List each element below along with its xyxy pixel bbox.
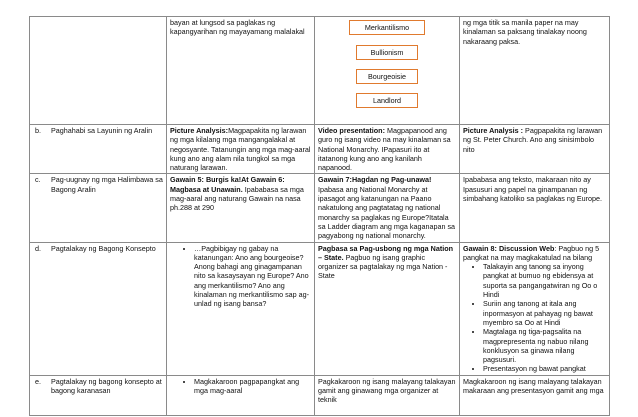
- day2-cell: [315, 375, 460, 415]
- table-row: [30, 242, 610, 375]
- cell-text: Ipababasa sa mga mag-aaral ang naturang Gawain na nasa ph.288 at 290: [170, 184, 304, 213]
- activity-title: Picture Analysis:: [170, 126, 229, 135]
- procedure-cell: [30, 17, 167, 125]
- cell-text: Magpapakita ng larawan ng mga kilalang mga mangangalakal at negosyante. Tatanungin ang mga mag-aaral kung ano ang alam nila tungkol sa mga naturang larawan.: [170, 126, 311, 173]
- day1-cell: [167, 174, 315, 242]
- day1-cell: [167, 125, 315, 174]
- procedure-cell: [30, 375, 167, 415]
- procedure-cell: [30, 174, 167, 242]
- item-letter: b.: [35, 126, 41, 135]
- table-row: [30, 125, 610, 174]
- bullet-item: • Magtalaga ng tiga-pagsalita na magprepresenta ng nabuo nilang konklusyon sa ginawa nilang pagsusuri.: [483, 327, 606, 364]
- concept-box-bourgeoisie: Bourgeoisie: [356, 69, 418, 84]
- activity-title: Pagbasa sa Pag-usbong ng mga Nation – State.: [318, 243, 453, 262]
- item-letter: c.: [35, 175, 41, 185]
- day1-cell: [167, 375, 315, 415]
- concept-boxes: [318, 18, 456, 117]
- bullet-item: • Magkakaroon pagpapangkat ang mga mag-aaral: [194, 377, 311, 396]
- discussion-steps: [463, 262, 606, 374]
- bullet-item: • Presentasyon ng bawat pangkat: [483, 364, 606, 373]
- bullet-item: • …Pagbibigay ng gabay na katanungan: Ano ang bourgeoise?Anong bahagi ang ginagampanan nito sa kasaysayan ng Europe? Ano ang merkantilismo? Ano ang kinalaman ng merkantilismo sap ag-unlad ng isang bansa?: [194, 244, 311, 309]
- bullet-item: • Suriin ang tanong at itala ang inpormasyon at pahayag ng bawat myembro sa Oo at Hindi: [483, 299, 606, 327]
- cell-text: : Pagbuo ng 5 pangkat na may magkakatulad na bilang: [463, 243, 600, 262]
- procedure-cell: [30, 125, 167, 174]
- activity-title: Gawain 7:Hagdan ng Pag-unawa!: [318, 175, 432, 185]
- procedure-cell: [30, 242, 167, 375]
- procedure-label: Paghahabi sa Layunin ng Aralin: [51, 126, 153, 135]
- cell-text: Ipabasa ang National Monarchy at ipasagot ang katanungan na Paano nakatulong ang pagtatatag ng national monarchy sa paglakas ng Europe?Itatala sa Ladder diagram ang mga kaganapan sa pagyabong ng national monarchy.: [318, 184, 456, 241]
- cell-text: Magpapanood ang guro ng isang video na may kinalaman sa National Monarchy. IPapasuri ito at itatanong kung ano ang kanilanh napanood.: [318, 126, 451, 173]
- cell-text: Pagbuo ng isang graphic organizer sa pagtalakay ng mga Nation -State: [318, 252, 448, 281]
- procedure-label: Pag-uugnay ng mga Halimbawa sa Bagong Aralin: [51, 175, 163, 194]
- cell-text: bayan at lungsod sa paglakas ng kapangyarihan ng mayayamang malalakal: [170, 18, 305, 37]
- item-letter: d.: [35, 243, 41, 253]
- day3-cell: [460, 174, 610, 242]
- day3-cell: [460, 242, 610, 375]
- item-letter: e.: [35, 376, 41, 386]
- cell-text: Pagkakaroon ng isang malayang talakayan gamit ang ginawang mga organizer at teknik: [318, 376, 456, 405]
- cell-text: Ipababasa ang teksto, makaraan nito ay Ipasusuri ang papel na ginampanan ng simbahang katoliko sa paglakas ng Europe.: [463, 175, 603, 204]
- table-row: [30, 174, 610, 242]
- day2-cell: [315, 17, 460, 125]
- bullet-item: • Talakayin ang tanong sa inyong pangkat at bumuo ng ebidensya at suporta sa pangangatwiran ng Oo o Hindi: [483, 262, 606, 299]
- table-row: [30, 375, 610, 415]
- concept-box-bullionism: Bullionism: [356, 45, 418, 60]
- day2-cell: [315, 125, 460, 174]
- day1-cell: [167, 17, 315, 125]
- concept-box-landlord: Landlord: [356, 93, 418, 108]
- concept-box-merkantilismo: Merkantilismo: [349, 20, 425, 35]
- day3-cell: [460, 17, 610, 125]
- day2-cell: [315, 174, 460, 242]
- procedure-label: Pagtalakay ng bagong konsepto at bagong karanasan: [51, 376, 162, 396]
- day2-cell: [315, 242, 460, 375]
- procedure-label: Pagtalakay ng Bagong Konsepto: [51, 243, 156, 253]
- day1-cell: [167, 242, 315, 375]
- activity-title: Gawain 8: Discussion Web: [463, 243, 555, 253]
- cell-text: ng mga titik sa manila paper na may kinalaman sa paksang tinalakay noong nakaraang paksa.: [463, 18, 587, 46]
- day3-cell: [460, 375, 610, 415]
- activity-title: Gawain 5: Burgis ka!At Gawain 6: Magbasa at Unawain.: [170, 175, 285, 194]
- activity-title: Picture Analysis :: [463, 126, 524, 135]
- cell-text: Magkakaroon ng isang malayang talakayan makaraan ang presentasyon gamit ang mga: [463, 376, 604, 396]
- cell-text: Pagpapakita ng larawan ng St. Peter Church. Ano ang sinisimbolo nito: [463, 126, 603, 154]
- activity-title: Video presentation:: [318, 126, 385, 135]
- table-row: [30, 17, 610, 125]
- lesson-plan-table: [29, 16, 610, 416]
- day3-cell: [460, 125, 610, 174]
